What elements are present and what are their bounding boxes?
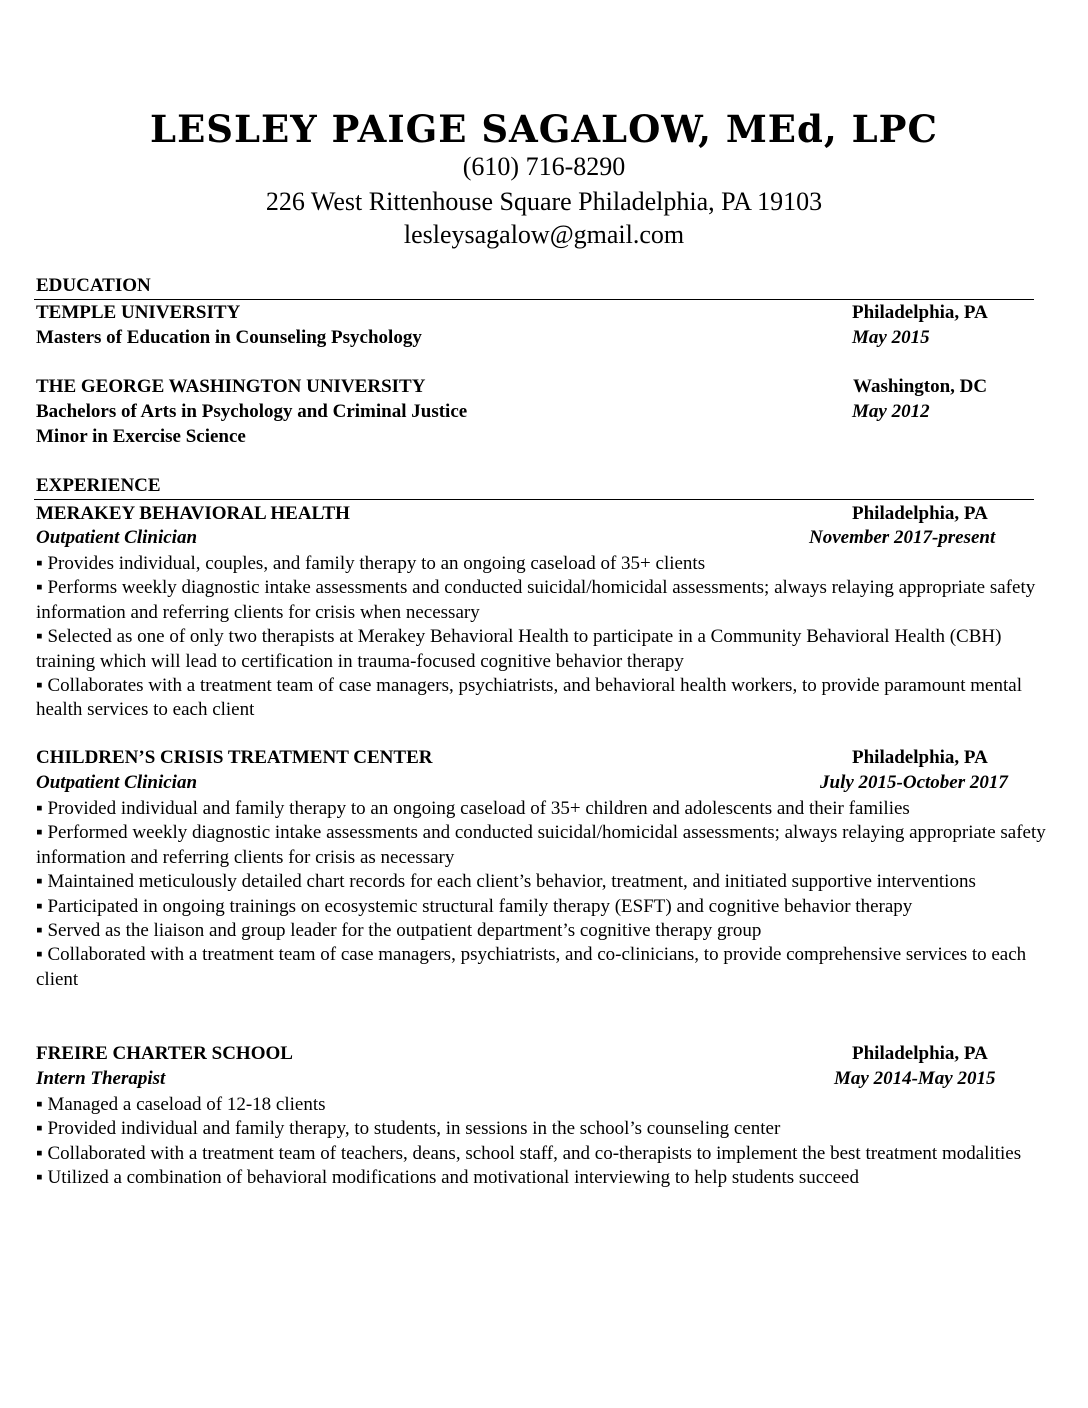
job-title: Outpatient Clinician [36,527,198,548]
duty-item: ▪ Provided individual and family therapy to an ongoing caseload of 35+ children and adolescents and their families [36,798,910,819]
street-address: 226 West Rittenhouse Square Philadelphia, PA 19103 [265,187,823,216]
minor: Minor in Exercise Science [36,426,246,447]
duty-item: ▪ Collaborates with a treatment team of case managers, psychiatrists, and behavioral health workers, to provide paramount mental health services to each client [36,675,1022,721]
graduation-date: May 2015 [852,327,930,348]
graduation-date: May 2012 [852,401,930,422]
duty-item: ▪ Collaborated with a treatment team of teachers, deans, school staff, and co-therapists to implement the best treatment modalities [36,1142,1022,1164]
degree: Masters of Education in Counseling Psychology [36,327,422,348]
job-dates: July 2015-October 2017 [820,772,1008,793]
school-location: Philadelphia, PA [852,302,988,323]
duty-item: ▪ Collaborated with a treatment team of case managers, psychiatrists, and co-clinicians, to provide comprehensive services to each client [36,944,1027,990]
employer-name: FREIRE CHARTER SCHOOL [36,1043,293,1064]
education-heading: EDUCATION [36,275,151,296]
school-name: TEMPLE UNIVERSITY [36,302,241,323]
school-name: THE GEORGE WASHINGTON UNIVERSITY [36,376,426,397]
phone-number: (610) 716-8290 [462,152,626,181]
job-dates: May 2014-May 2015 [834,1068,996,1089]
employer-name: CHILDREN’S CRISIS TREATMENT CENTER [36,747,433,768]
duty-item: ▪ Provided individual and family therapy, to students, in sessions in the school’s counseling center [36,1118,781,1140]
experience-heading: EXPERIENCE [36,475,161,496]
job-duties [36,552,1056,723]
duty-item: ▪ Served as the liaison and group leader for the outpatient department’s cognitive therapy group [36,920,762,942]
duty-item: ▪ Utilized a combination of behavioral modifications and motivational interviewing to help students succeed [36,1167,859,1189]
job-title: Outpatient Clinician [36,772,198,793]
duty-item: ▪ Selected as one of only two therapists at Merakey Behavioral Health to participate in a Community Behavioral Health (CBH) training which will lead to certification in trauma-focused cognitive behavior therapy [36,626,1002,672]
job-dates: November 2017-present [809,527,996,548]
school-location: Washington, DC [853,376,988,397]
duty-item: ▪ Participated in ongoing trainings on ecosystemic structural family therapy (ESFT) and cognitive behavior therapy [36,895,913,917]
employer-location: Philadelphia, PA [852,503,988,524]
experience-divider [34,499,1034,500]
employer-name: MERAKEY BEHAVIORAL HEALTH [36,503,350,524]
job-title: Intern Therapist [36,1068,166,1089]
employer-location: Philadelphia, PA [852,1043,988,1064]
employer-location: Philadelphia, PA [852,747,988,768]
education-divider [34,299,1034,300]
degree: Bachelors of Arts in Psychology and Criminal Justice [36,401,468,422]
job-duties [36,797,1056,992]
duty-item: ▪ Maintained meticulously detailed chart records for each client’s behavior, treatment, and initiated supportive interventions [36,871,976,893]
duty-item: ▪ Managed a caseload of 12-18 clients [36,1094,326,1115]
candidate-name: LESLEY PAIGE SAGALOW, MEd, LPC [150,107,938,151]
email-address: lesleysagalow@gmail.com [403,220,685,249]
duty-item: ▪ Provides individual, couples, and family therapy to an ongoing caseload of 35+ clients [36,553,706,574]
job-duties [36,1093,1056,1191]
duty-item: ▪ Performed weekly diagnostic intake assessments and conducted suicidal/homicidal assessments; always relaying appropriate safety information and referring clients for crisis as necessary [36,822,1046,868]
duty-item: ▪ Performs weekly diagnostic intake assessments and conducted suicidal/homicidal assessments; always relaying appropriate safety information and referring clients for crisis when necessary [36,577,1036,623]
